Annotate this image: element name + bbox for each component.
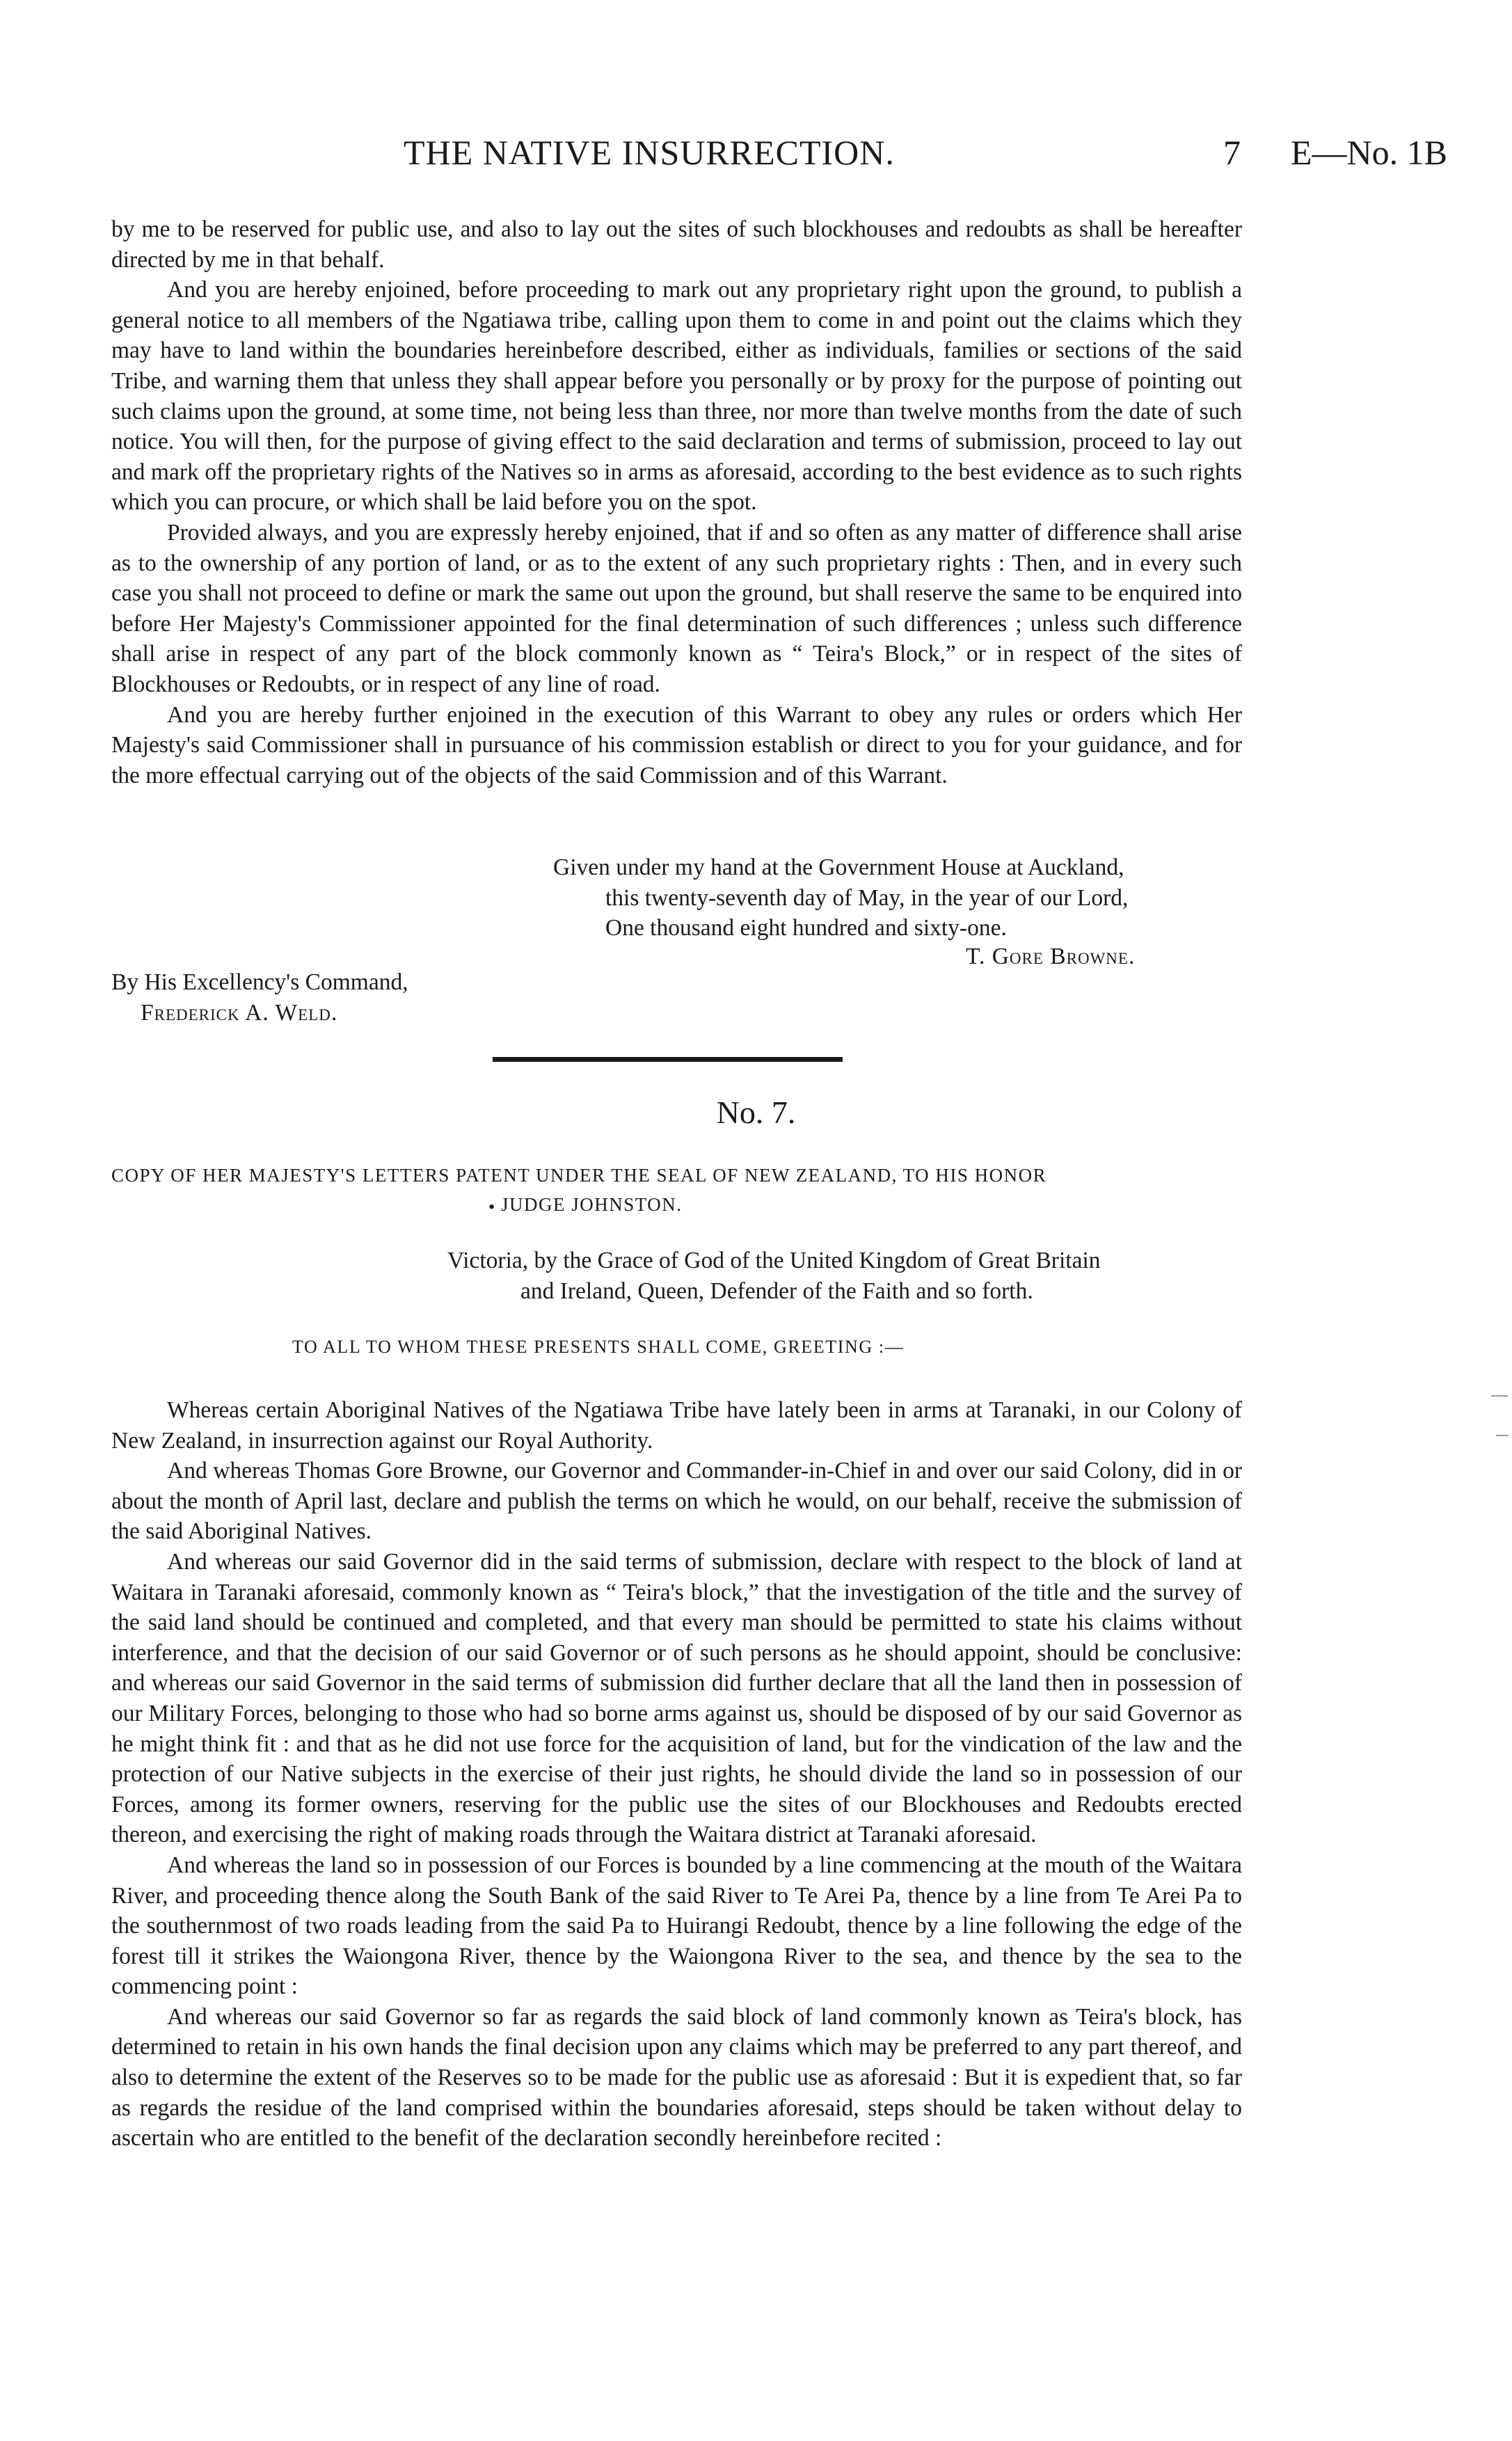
paragraph: And whereas our said Governor did in the said terms of submission, declare with respect to the block of land at Waitara in Taranaki aforesaid, commonly known as “ Teira's block,” that the investigation of the title and the survey of the said land should be continued and completed, and that every man should be permitted to state his claims without interference, and that the decision of our said Governor or of such persons as he should appoint, should be conclusive: and whereas our said Governor in the said terms of submission did further declare that all the land then in possession of our Military Forces, belonging to those who had so borne arms against us, should be disposed of by our said Governor as he might think fit : and that as he did not use force for the acquisition of land, but for the vindication of the law and the protection of our Native subjects in the exercise of their just rights, he should divide the land so in possession of our Forces, among its former owners, reserving for the public use the sites of our Blockhouses and Redoubts erected thereon, and exercising the right of making roads through the Waitara district at Taranaki aforesaid. — [111, 1548, 1242, 1848]
given-line: One thousand eight hundred and sixty-one. — [605, 915, 1007, 941]
paragraph: And whereas our said Governor so far as regards the said block of land commonly known as Teira's block, has determined to retain in his own hands the final decision upon any claims which may be preferred to any part thereof, and also to determine the extent of the Reserves so to be made for the public use as aforesaid : But it is expedient that, so far as regards the residue of the land comprised within the boundaries aforesaid, steps should be taken without delay to ascertain who are entitled to the benefit of the declaration secondly hereinbefore recited : — [111, 2003, 1242, 2152]
title-line: COPY OF HER MAJESTY'S LETTERS PATENT UNDER THE SEAL OF NEW ZEALAND, TO HIS HONOR — [111, 1165, 1047, 1186]
command-block — [111, 967, 408, 1028]
document-title — [111, 1161, 1246, 1219]
warrant-text — [111, 214, 1242, 790]
paragraph: And you are hereby enjoined, before proceeding to mark out any proprietary right upon the ground, to publish a general notice to all members of the Ngatiawa tribe, calling upon them to come in and point out the claims which they may have to land within the boundaries hereinbefore described, either as individuals, families or sections of the said Tribe, and warning them that unless they shall appear before you personally or by proxy for the purpose of pointing out such claims upon the ground, at some time, not being less than three, nor more than twelve months from the date of such notice. You will then, for the purpose of giving effect to the said declaration and terms of submission, proceed to lay out and mark off the proprietary rights of the Natives so in arms as aforesaid, according to the best evidence as to such rights which you can procure, or which shall be laid before you on the spot. — [111, 277, 1242, 516]
royal-style-line: and Ireland, Queen, Defender of the Faith and so forth. — [520, 1278, 1033, 1304]
greeting: TO ALL TO WHOM THESE PRESENTS SHALL COME, GREETING :— — [292, 1337, 905, 1357]
margin-mark — [1491, 1395, 1508, 1397]
command-line: By His Excellency's Command, — [111, 969, 408, 995]
paragraph: And you are hereby further enjoined in the execution of this Warrant to obey any rules or orders which Her Majesty's said Commissioner shall in pursuance of his commission establish or direct to you for your guidance, and for the more effectual carrying out of the objects of the said Commission and of this Warrant. — [111, 701, 1242, 788]
paragraph: And whereas the land so in possession of our Forces is bounded by a line commencing at the mouth of the Waitara River, and proceeding thence along the South Bank of the said River to Te Arei Pa, thence by a line from Te Arei Pa to the southernmost of two roads leading from the said Pa to Huirangi Redoubt, thence by a line following the edge of the forest till it strikes the Waiongona River, thence by the Waiongona River to the sea, and thence by the sea to the commencing point : — [111, 1852, 1242, 2000]
running-title: THE NATIVE INSURRECTION. — [404, 133, 895, 172]
governor-signature: T. Gore Browne. — [966, 944, 1136, 969]
paragraph: And whereas Thomas Gore Browne, our Governor and Commander-in-Chief in and over our said Colony, did in or about the month of April last, declare and publish the terms on which he would, on our behalf, receive the submission of the said Aboriginal Natives. — [111, 1458, 1242, 1545]
document-reference: E—No. 1B — [1291, 133, 1447, 172]
section-divider — [493, 1057, 843, 1062]
title-line: JUDGE JOHNSTON. — [501, 1194, 683, 1215]
bullet-mark: • — [488, 1197, 495, 1217]
royal-style-line: Victoria, by the Grace of God of the United Kingdom of Great Britain — [447, 1248, 1101, 1273]
margin-mark — [1496, 1435, 1509, 1436]
given-line: Given under my hand at the Government House at Auckland, — [553, 854, 1124, 880]
document-number: No. 7. — [716, 1095, 796, 1130]
page-header — [0, 132, 1512, 181]
page-number: 7 — [1223, 133, 1241, 172]
paragraph: Whereas certain Aboriginal Natives of the Ngatiawa Tribe have lately been in arms at Taranaki, in our Colony of New Zealand, in insurrection against our Royal Authority. — [111, 1397, 1242, 1454]
given-under-hand — [553, 852, 1128, 944]
command-officer: Frederick A. Weld. — [141, 1000, 338, 1026]
letters-patent-text — [111, 1395, 1242, 2154]
paragraph: by me to be reserved for public use, and also to lay out the sites of such blockhouses and redoubts as shall be hereafter directed by me in that behalf. — [111, 216, 1242, 273]
paragraph: Provided always, and you are expressly hereby enjoined, that if and so often as any matter of difference shall arise as to the ownership of any portion of land, or as to the extent of any such proprietary rights : Then, and in every such case you shall not proceed to define or mark the same out upon the ground, but shall reserve the same to be enquired into before Her Majesty's Commissioner appointed for the final determination of such differences ; unless such difference shall arise in respect of any part of the block commonly known as “ Teira's Block,” or in respect of the sites of Blockhouses or Redoubts, or in respect of any line of road. — [111, 519, 1242, 697]
royal-style — [447, 1246, 1101, 1307]
given-line: this twenty-seventh day of May, in the year of our Lord, — [605, 884, 1129, 911]
